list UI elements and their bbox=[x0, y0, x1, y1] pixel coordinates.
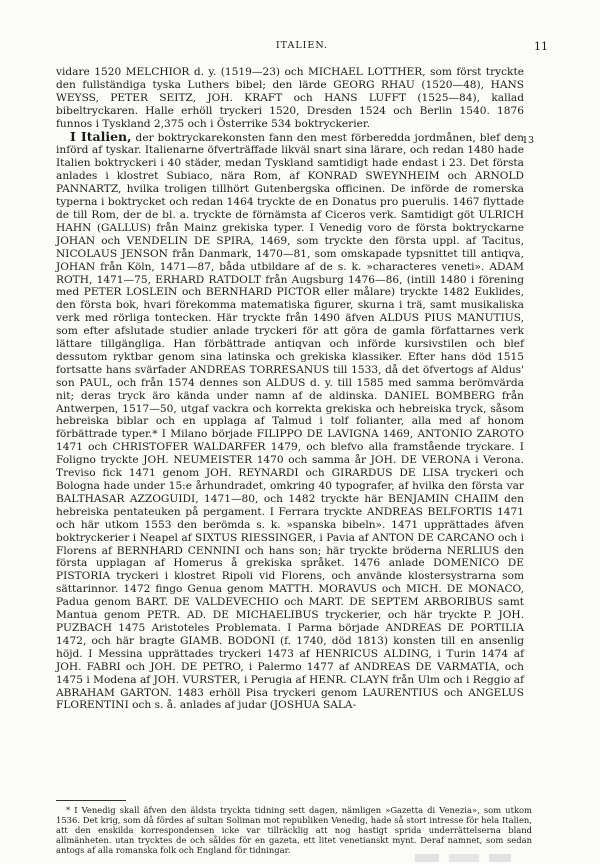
paragraph-italien-text: der boktryckarekonsten fann den mest förberedda jordmånen, blef den införd af tyskar. Italienarne öfverträffade likväl snart sina lärare, och redan 1480 hade Italien boktryckeri i 40 städer, medan Tyskland samtidigt hade endast i 23. Det första anlades i klostret Subiaco, nära Rom, af KONRAD SWEYNHEIM och ARNOLD PANNARTZ, hvilka troligen tillhört Gutenbergska officinen. De införde de romerska typerna i boktrycket och redan 1464 tryckte de en Donatus pro puerulis. 1467 flyttade de till Rom, der de bl. a. tryckte de förnämsta af Ciceros verk. Samtidigt göt ULRICH HAHN (GALLUS) från Mainz grekiska typer. I Venedig voro de första boktryckarne JOHAN och VENDELIN DE SPIRA, 1469, som tryckte den första uppl. af Tacitus, NICOLAUS JENSON från Danmark, 1470—81, som omskapade typsnittet till antiqva, JOHAN från Köln, 1471—87, båda utbildare af de s. k. »characteres veneti». ADAM ROTH, 1471—75, ERHARD RATDOLT från Augsburg 1476—86, (intill 1480 i förening med PETER LOSLEIN och BERNHARD PICTOR eller målare) tryckte 1482 Euklides, den första bok, hvari förekomma matematiska figurer, skurna i trä, samt musikaliska verk med rörliga tontecken. Här tryckte från 1490 äfven ALDUS PIUS MANUTIUS, som efter afslutade studier anlade tryckeri för att göra de gamla författarnes verk lättare tillgängliga. Han förbättrade antiqvan och införde kursivstilen och blef dessutom ryktbar genom sina latinska och grekiska klassiker. Efter hans död 1515 fortsatte hans svärfader ANDREAS TORRESANUS till 1533, då det öfvertogs af Aldus' son PAUL, och från 1574 dennes son ALDUS d. y. till 1585 med samma berömvärda nit; deras tryck äro kända under namn af de aldinska. DANIEL BOMBERG från Antwerpen, 1517—50, utgaf vackra och korrekta grekiska och hebreiska tryck, såsom hebreiska biblar och en upplaga af Talmud i tolf folianter, alla med af honom förbättrade typer.* I Milano började FILIPPO DE LAVIGNA 1469, ANTONIO ZAROTO 1471 och CHRISTOFER WALDARFER 1479, och blefvo alla framstående tryckare. I Foligno tryckte JOH. NEUMEISTER 1470 och samma år JOH. DE VERONA i Verona. Treviso fick 1471 genom JOH. REYNARDI och GIRARDUS DE LISA tryckeri och Bologna hade under 15:e århundradet, omkring 40 typografer, af hvilka den första var BALTHASAR AZZOGUIDI, 1471—80, och 1482 tryckte här BENJAMIN CHAIIM den hebreiska pentateuken på pergament. I Ferrara tryckte ANDREAS BELFORTIS 1471 och här utkom 1553 den berömda s. k. »spanska bibeln». 1471 upprättades äfven boktryckerier i Neapel af SIXTUS RIESSINGER, i Pavia af ANTON DE CARCANO och i Florens af BERNHARD CENNINI och hans son; här tryckte bröderna NERLIUS den första upplagan af Homerus å grekiska språket. 1476 anlade DOMENICO DE PISTORIA tryckeri i klostret Ripoli vid Florens, och använde klostersystrarna som sättarinnor. 1472 fingo Genua genom MATTH. MORAVUS och MICH. DE MONACO, Padua genom BART. DE VALDEVECHIO och MART. DE SEPTEM ARBORIBUS samt Mantua genom PETR. AD. DE MICHAELIBUS tryckerier, och här tryckte P. JOH. PUZBACH 1475 Aristoteles Problemata. I Parma började ANDREAS DE PORTILIA 1472, och här bragte GIAMB. BODONI (f. 1740, död 1813) konsten till en ansenlig höjd. I Messina upprättades tryckeri 1473 af HENRICUS ALDING, i Turin 1474 af JOH. FABRI och JOH. DE PETRO, i Palermo 1477 af ANDREAS DE VARMATIA, och 1475 i Modena af JOH. VURSTER, i Perugia af HENR. CLAYN från Ulm och i Reggio af ABRAHAM GARTON. 1483 erhöll Pisa tryckeri genom LAURENTIUS och ANGELUS FLORENTINI och s. å. anlades af judar (JOSHUA SALA- bbox=[56, 131, 525, 712]
watermark-mark bbox=[405, 848, 535, 864]
scan-watermark bbox=[405, 848, 535, 864]
margin-number: 13 bbox=[522, 135, 535, 146]
page-number: 11 bbox=[534, 40, 548, 53]
running-title: ITALIEN. bbox=[275, 40, 329, 51]
footnote-text: * I Venedig skall äfven den äldsta tryckta tidning sett dagen, nämligen »Gazetta di Venezia», som utkom 1536. Det krig, som då fördes af sultan Soliman mot republiken Venedig, hade så stort intresse för hela Italien, att den enskilda korrespondensen icke var tillräcklig att nog hastigt sprida underrättelserna bland allmänheten. utan trycktes de och såldes för en gazeta, ett litet venetianskt mynt. Deraf namnet, som sedan antogs af alla romanska folk och England för tidningar. bbox=[56, 805, 532, 856]
paragraph-continuation: vidare 1520 MELCHIOR d. y. (1519—23) och MICHAEL LOTTHER, som först tryckte den fullständiga tyska Luthers bibel; den lärde GEORG RHAU (1520—48), HANS WEYSS, PETER SEITZ, JOH. KRAFT och HANS LUFFT (1525—84), kallad bibeltryckaren. Halle erhöll tryckeri 1520, Dresden 1524 och Berlin 1540. 1876 funnos i Tyskland 2,375 och i Österrike 534 boktryckerier. bbox=[56, 66, 524, 130]
paragraph-italien bbox=[56, 128, 525, 713]
page-header bbox=[56, 40, 548, 54]
main-text bbox=[56, 66, 524, 712]
section-heading-italien: I Italien, bbox=[70, 128, 132, 144]
footnote-divider bbox=[56, 800, 126, 801]
